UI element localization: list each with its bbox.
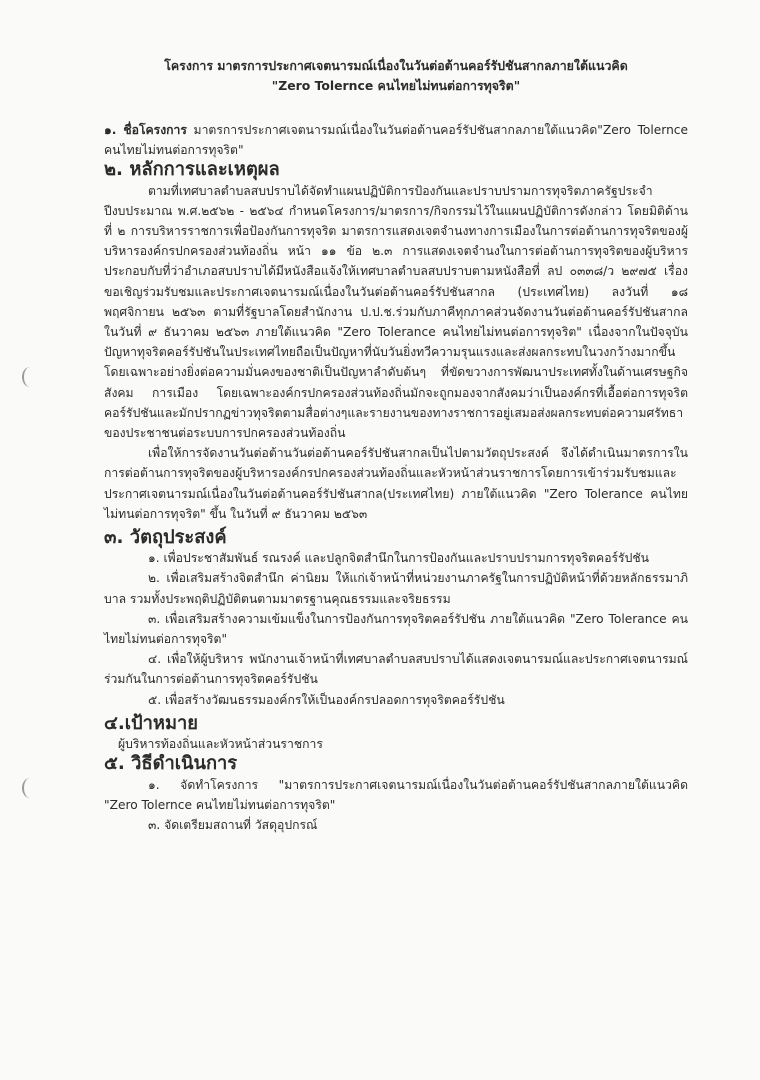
- section-2-heading: ๒. หลักการและเหตุผล: [104, 159, 280, 181]
- punch-hole-mark: [22, 778, 38, 798]
- document-title-line-2: "Zero Tolernce คนไทยไม่ทนต่อการทุจริต": [271, 78, 521, 93]
- objective-item: ๔. เพื่อให้ผู้บริหาร พนักงานเจ้าหน้าที่เทศบาลตำบลสบปราบได้แสดงเจตนารมณ์และประกาศเจตนารมณ์ร่วมกันในการต่อต้านการทุจริตคอร์รัปชัน: [104, 652, 688, 687]
- objective-item: ๓. เพื่อเสริมสร้างความเข้มแข็งในการป้องกันการทุจริตคอร์รัปชัน ภายใต้แนวคิด "Zero Tolerance คนไทยไม่ทนต่อการทุจริต": [104, 611, 688, 647]
- section-3-heading: ๓. วัตถุประสงค์: [104, 527, 227, 549]
- section-4-target: ผู้บริหารท้องถิ่นและหัวหน้าส่วนราชการ: [118, 737, 323, 752]
- section-1-label: ๑. ชื่อโครงการ: [104, 123, 187, 137]
- section-2-paragraph-1: ตามที่เทศบาลตำบลสบปราบได้จัดทำแผนปฏิบัติการป้องกันและปราบปรามการทุจริตภาครัฐประจำปีงบประมาณ พ.ศ.๒๕๖๒ - ๒๕๖๔ กำหนดโครงการ/มาตรการ/กิจกรรมไว้ในแผนปฏิบัติการดังกล่าว โดยมิติด้านที่ ๒ การบริหารราชการเพื่อป้องกันการทุจริต มาตรการแสดงเจตจำนงทางการเมืองในการต่อต้านการทุจริตของผู้บริหารองค์กรปกครองส่วนท้องถิ่น หน้า ๑๑ ข้อ ๒.๓ การแสดงเจตจำนงในการต่อต้านการทุจริตของผู้บริหาร ประกอบกับที่ว่าอำเภอสบปราบได้มีหนังสือแจ้งให้เทศบาลตำบลสบปราบตามหนังสือที่ ลป ๐๓๓๘/ว ๒๙๗๕ เรื่อง ขอเชิญร่วมรับชมและประกาศเจตนารมณ์เนื่องในวันต่อต้านคอร์รัปชันสากล (ประเทศไทย) ลงวันที่ ๑๘ พฤศจิกายน ๒๕๖๓ ตามที่รัฐบาลโดยสำนักงาน ป.ป.ช.ร่วมกับภาคีทุกภาคส่วนจัดงานวันต่อต้านคอร์รัปชันสากล ในวันที่ ๙ ธันวาคม ๒๕๖๓ ภายใต้แนวคิด "Zero Tolerance คนไทยไม่ทนต่อการทุจริต" เนื่องจากในปัจจุบันปัญหาทุจริตคอร์รัปชันในประเทศไทยถือเป็นปัญหาที่นับวันยิ่งทวีความรุนแรงและส่งผลกระทบในวงกว้างมากขึ้นโดยเฉพาะอย่างยิ่งต่อความมั่นคงของชาติเป็นปัญหาลำดับต้นๆ ที่ขัดขวางการพัฒนาประเทศทั้งในด้านเศรษฐกิจ สังคม การเมือง โดยเฉพาะองค์กรปกครองส่วนท้องถิ่นมักจะถูกมองจากสังคมว่าเป็นองค์กรที่เอื้อต่อการทุจริตคอร์รัปชันและมักปรากฏข่าวทุจริตตามสื่อต่างๆและรายงานของทางราชการอยู่เสมอส่งผลกระทบต่อความศรัทธาของประชาชนต่อระบบการปกครองส่วนท้องถิ่น: [104, 183, 688, 441]
- section-5-heading: ๕. วิธีดำเนินการ: [104, 753, 238, 775]
- document-body: [104, 48, 688, 835]
- objective-item: ๒. เพื่อเสริมสร้างจิตสำนึก ค่านิยม ให้แก่เจ้าหน้าที่หน่วยงานภาครัฐในการปฏิบัติหน้าที่ด้วยหลักธรรมาภิบาล รวมทั้งประพฤติปฏิบัติตนตามมาตรฐานคุณธรรมและจริยธรรม: [104, 571, 688, 606]
- punch-hole-mark: [22, 367, 38, 387]
- section-2-paragraph-2: เพื่อให้การจัดงานวันต่อต้านวันต่อต้านคอร์รัปชันสากลเป็นไปตามวัตถุประสงค์ จึงได้ดำเนินมาตรการในการต่อต้านการทุจริตของผู้บริหารองค์กรปกครองส่วนท้องถิ่นและหัวหน้าส่วนราชการโดยการเข้าร่วมรับชมและประกาศเจตนารมณ์เนื่องในวันต่อต้านคอร์รัปชันสากล(ประเทศไทย) ภายใต้แนวคิด "Zero Tolerance คนไทยไม่ทนต่อการทุจริต" ขึ้น ในวันที่ ๙ ธันวาคม ๒๕๖๓: [104, 446, 688, 521]
- section-1-project-name: [104, 120, 688, 160]
- section-4-heading: ๔.เป้าหมาย: [104, 712, 198, 734]
- document-title-line-1: โครงการ มาตรการประกาศเจตนารมณ์เนื่องในวันต่อต้านคอร์รัปชันสากลภายใต้แนวคิด: [164, 58, 628, 73]
- section-1-text: มาตรการประกาศเจตนารมณ์เนื่องในวันต่อต้านคอร์รัปชันสากลภายใต้แนวคิด"Zero Tolernce คนไทยไม่ทนต่อการทุจริต": [104, 123, 688, 158]
- objective-item: ๕. เพื่อสร้างวัฒนธรรมองค์กรให้เป็นองค์กรปลอดการทุจริตคอร์รัปชัน: [148, 692, 505, 707]
- procedure-item: ๑. จัดทำโครงการ "มาตรการประกาศเจตนารมณ์เนื่องในวันต่อต้านคอร์รัปชันสากลภายใต้แนวคิด "Zero Tolernce คนไทยไม่ทนต่อการทุจริต": [104, 777, 688, 812]
- procedure-item: ๓. จัดเตรียมสถานที่ วัสดุอุปกรณ์: [148, 817, 318, 832]
- objective-item: ๑. เพื่อประชาสัมพันธ์ รณรงค์ และปลูกจิตสำนึกในการป้องกันและปราบปรามการทุจริตคอร์รัปชัน: [148, 551, 649, 566]
